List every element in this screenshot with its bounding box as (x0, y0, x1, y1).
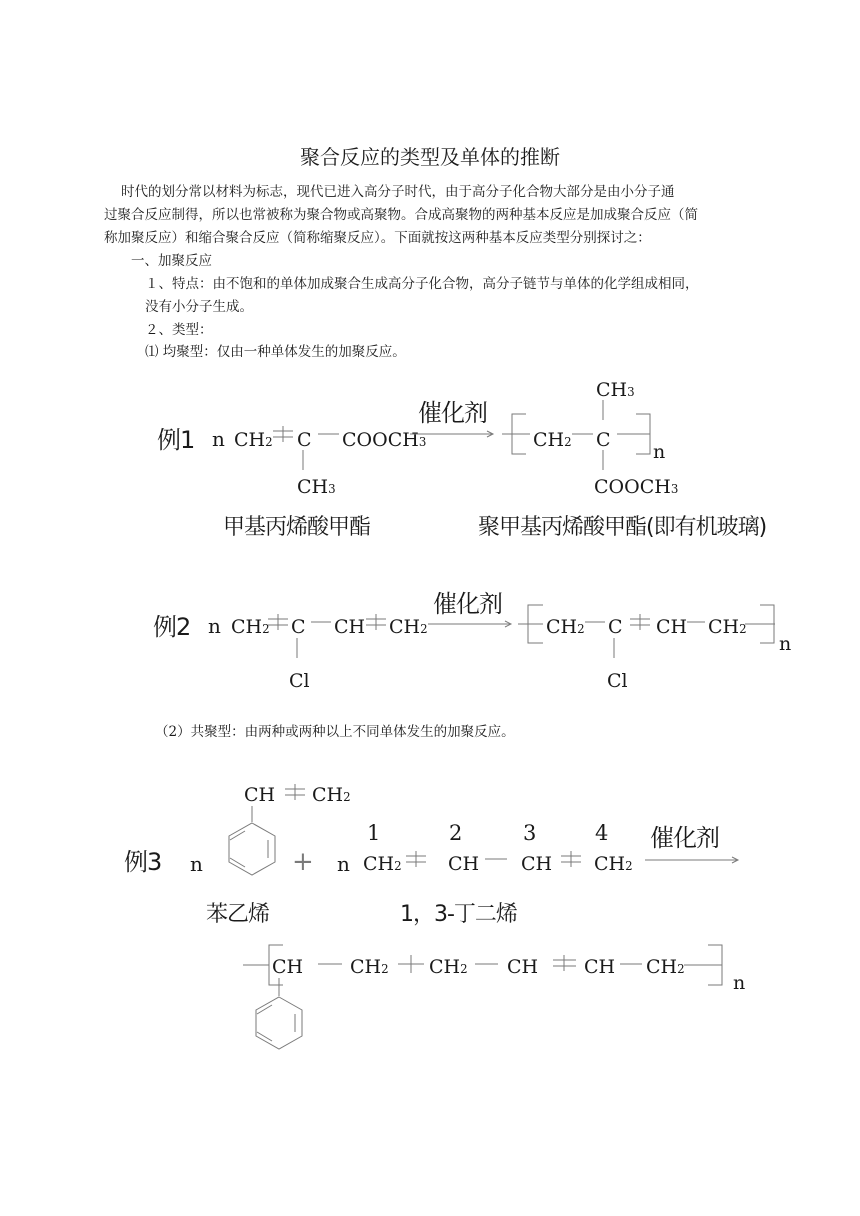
example-1-methyl: CH3 (297, 476, 336, 498)
example-3-butadiene-ch2-end: CH2 (594, 853, 633, 875)
example-2-polymer-chlorine: Cl (607, 670, 628, 692)
example-3-butadiene-ch-1: CH (448, 853, 480, 875)
example-3-carbon-number-4: 4 (595, 821, 609, 845)
example-3-carbon-number-1: 1 (367, 821, 381, 845)
point-1-line-2: 没有小分子生成。 (145, 299, 253, 315)
example-3-polymer-n: n (733, 972, 746, 994)
example-3-reaction (0, 770, 860, 1070)
example-1-polymer-ch2: CH2 (533, 429, 572, 451)
example-3-styrene-ch: CH (244, 784, 276, 806)
section-heading-addition: 一、加聚反应 (131, 253, 212, 269)
example-1-coefficient: n (212, 427, 225, 451)
example-1-polymer-name: 聚甲基丙烯酸甲酯(即有机玻璃) (478, 515, 767, 540)
example-3-polymer-ch2-2: CH2 (429, 956, 468, 978)
example-1-polymer-n: n (653, 441, 666, 463)
example-2-polymer-n: n (779, 633, 792, 655)
example-2-polymer-carbon: C (608, 616, 623, 638)
example-3-polymer-benzene-ring (256, 997, 302, 1049)
example-1-ch2: CH2 (234, 429, 273, 451)
example-3-butadiene-ch-2: CH (521, 853, 553, 875)
example-1-polymer-ester: COOCH3 (594, 476, 679, 498)
example-2-label: 例2 (153, 613, 191, 641)
example-3-polymer-ch2-1: CH2 (350, 956, 389, 978)
example-1-reaction (0, 360, 860, 560)
example-3-polymer-ch-2: CH (584, 956, 616, 978)
example-3-carbon-number-3: 3 (523, 821, 537, 845)
page-title: 聚合反应的类型及单体的推断 (300, 145, 560, 169)
example-3-styrene-ch2: CH2 (312, 784, 351, 806)
example-2-ch2-start: CH2 (231, 616, 270, 638)
example-3-polymer-ch-1: CH (507, 956, 539, 978)
example-3-carbon-number-2: 2 (449, 821, 463, 845)
subsection-copolymer: （2）共聚型：由两种或两种以上不同单体发生的加聚反应。 (155, 724, 515, 740)
example-2-polymer-ch: CH (656, 616, 688, 638)
example-2-polymer-ch2-end: CH2 (708, 616, 747, 638)
example-3-polymer-ch: CH (272, 956, 304, 978)
example-2-reaction (0, 580, 860, 700)
example-3-plus: + (292, 847, 314, 877)
example-2-carbon: C (291, 616, 306, 638)
point-2-heading: ２、类型： (145, 322, 213, 338)
point-1-line-1: １、特点：由不饱和的单体加成聚合生成高分子化合物，高分子链节与单体的化学组成相同， (145, 276, 699, 292)
example-3-catalyst: 催化剂 (650, 824, 719, 852)
example-2-chlorine: Cl (289, 670, 310, 692)
example-2-coefficient: n (208, 614, 221, 638)
example-3-polymer-ch2-3: CH2 (646, 956, 685, 978)
example-1-catalyst: 催化剂 (418, 399, 487, 427)
example-2-catalyst: 催化剂 (433, 590, 502, 618)
example-3-coefficient-styrene: n (190, 852, 203, 876)
example-3-styrene-name: 苯乙烯 (206, 902, 270, 927)
example-3-benzene-ring (229, 823, 275, 875)
example-3-coefficient-butadiene: n (337, 852, 350, 876)
example-3-butadiene-ch2-start: CH2 (363, 853, 402, 875)
example-1-carbon: C (297, 429, 312, 451)
example-3-label: 例3 (124, 848, 162, 876)
example-2-ch: CH (334, 616, 366, 638)
example-3-butadiene-name: 1，3-丁二烯 (400, 902, 517, 927)
example-1-polymer-methyl: CH3 (596, 379, 635, 401)
example-1-label: 例1 (157, 426, 195, 454)
intro-line-3: 称加聚反应）和缩合聚合反应（简称缩聚反应）。下面就按这两种基本反应类型分别探讨之： (104, 230, 651, 246)
example-1-monomer-name: 甲基丙烯酸甲酯 (223, 515, 371, 540)
example-2-polymer-ch2-start: CH2 (546, 616, 585, 638)
intro-line-1: 时代的划分常以材料为标志，现代已进入高分子时代，由于高分子化合物大部分是由小分子通 (121, 184, 675, 200)
example-1-polymer-carbon: C (596, 429, 611, 451)
example-1-ester-group: COOCH3 (342, 429, 427, 451)
intro-line-2: 过聚合反应制得，所以也常被称为聚合物或高聚物。合成高聚物的两种基本反应是加成聚合反应（简 (104, 207, 698, 223)
subsection-homopolymer: ⑴ 均聚型：仅由一种单体发生的加聚反应。 (145, 344, 406, 360)
example-2-ch2-end: CH2 (389, 616, 428, 638)
